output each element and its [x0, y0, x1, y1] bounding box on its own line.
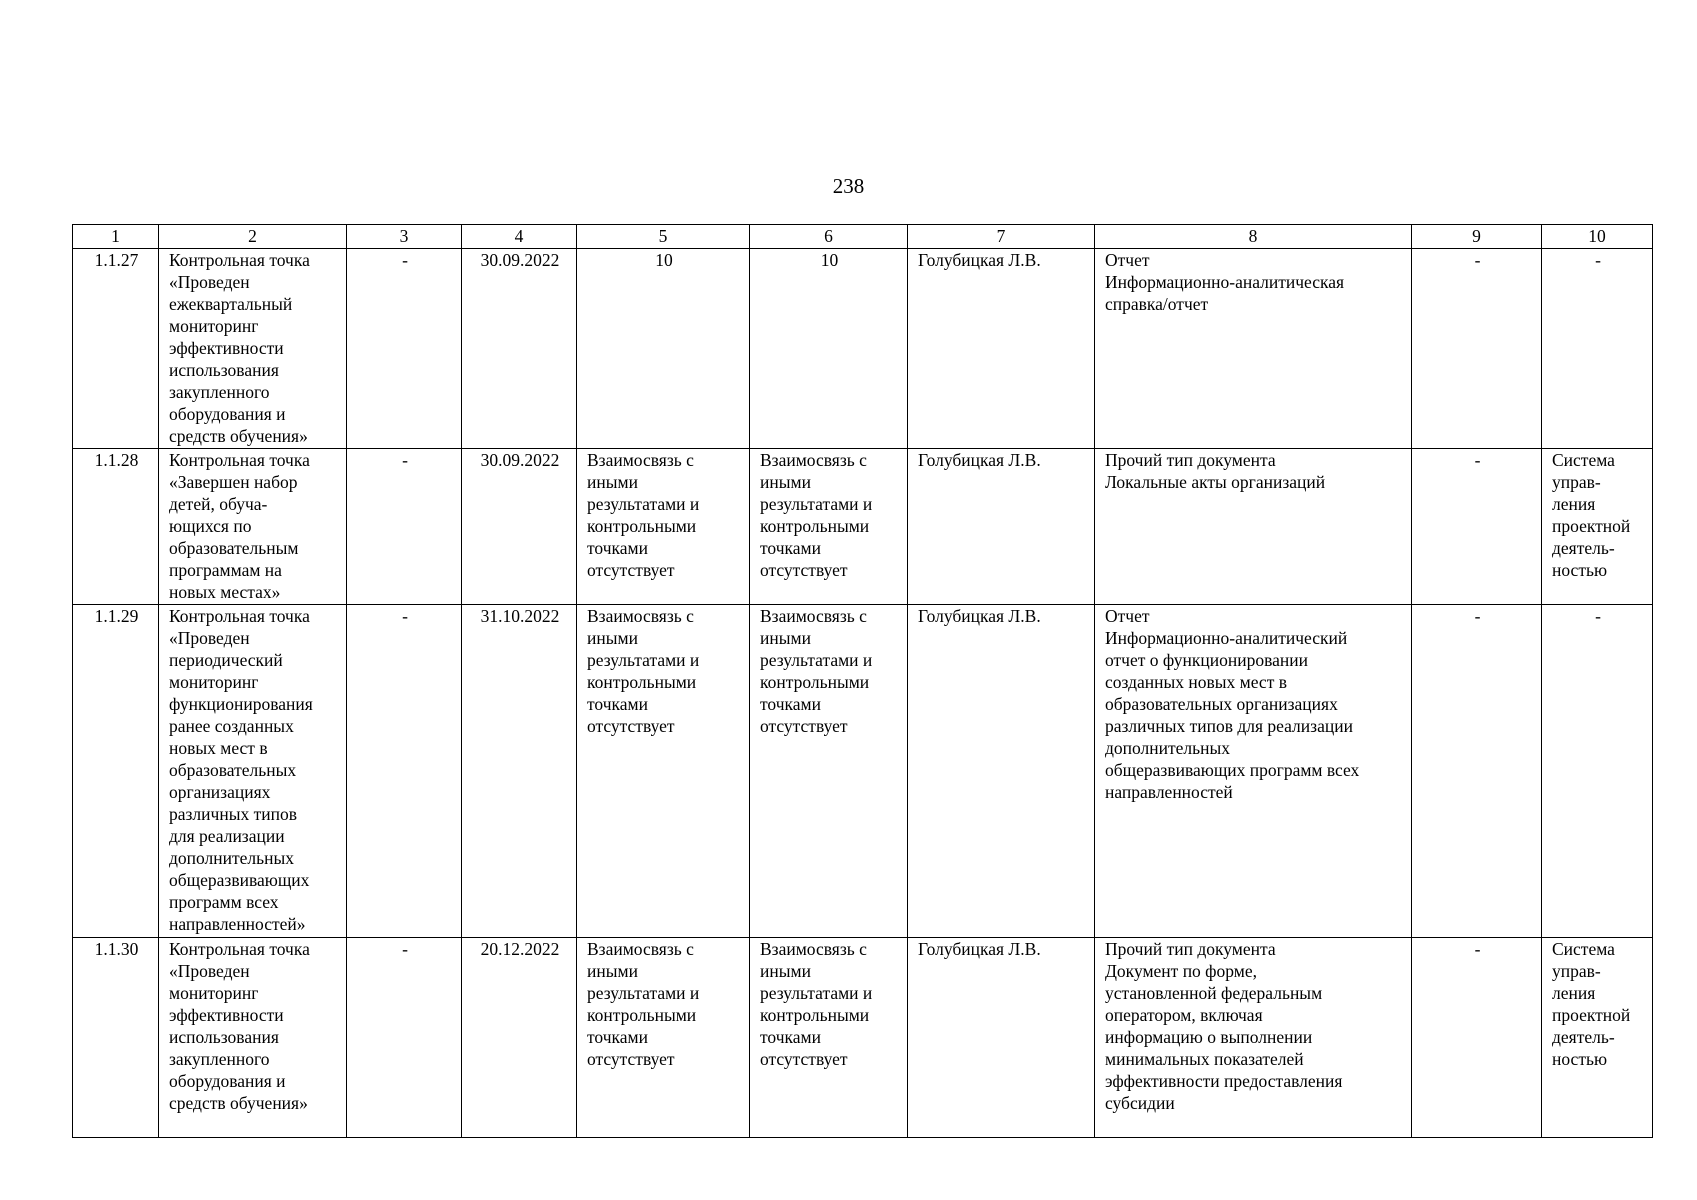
responsible-cell: Голубицкая Л.В.	[908, 605, 1095, 938]
control-point-name: Контрольная точка «Проведен периодический мониторинг функционирования ранее созданных новых мест в образовательных организациях различных типов для реализации дополнительных общеразвивающих программ всех направленностей»	[159, 605, 347, 938]
control-point-name: Контрольная точка «Завершен набор детей, обуча- ющихся по образовательным программам на новых местах»	[159, 449, 347, 605]
column-header: 7	[908, 225, 1095, 249]
column-5-cell: Взаимосвязь с иными результатами и контрольными точками отсутствует	[577, 449, 750, 605]
column-3-cell: -	[347, 938, 462, 1138]
date-cell: 20.12.2022	[462, 938, 577, 1138]
document-cell: Прочий тип документа Локальные акты организаций	[1095, 449, 1412, 605]
column-header: 3	[347, 225, 462, 249]
table-row	[73, 449, 1653, 605]
responsible-cell: Голубицкая Л.В.	[908, 938, 1095, 1138]
document-cell: Отчет Информационно-аналитический отчет о функционировании созданных новых мест в образовательных организациях различных типов для реализации дополнительных общеразвивающих программ всех направленностей	[1095, 605, 1412, 938]
column-5-cell: 10	[577, 249, 750, 449]
document-cell: Прочий тип документа Документ по форме, установленной федеральным оператором, включая информацию о выполнении минимальных показателей эффективности предоставления субсидии	[1095, 938, 1412, 1138]
date-cell: 31.10.2022	[462, 605, 577, 938]
column-header: 9	[1412, 225, 1542, 249]
column-header: 2	[159, 225, 347, 249]
table-row	[73, 605, 1653, 938]
control-point-name: Контрольная точка «Проведен ежеквартальный мониторинг эффективности использования закупленного оборудования и средств обучения»	[159, 249, 347, 449]
column-10-cell: -	[1542, 249, 1653, 449]
column-6-cell: Взаимосвязь с иными результатами и контрольными точками отсутствует	[750, 938, 908, 1138]
responsible-cell: Голубицкая Л.В.	[908, 249, 1095, 449]
responsible-cell: Голубицкая Л.В.	[908, 449, 1095, 605]
column-5-cell: Взаимосвязь с иными результатами и контрольными точками отсутствует	[577, 938, 750, 1138]
column-3-cell: -	[347, 449, 462, 605]
date-cell: 30.09.2022	[462, 449, 577, 605]
column-header: 4	[462, 225, 577, 249]
row-id: 1.1.30	[73, 938, 159, 1138]
column-header: 5	[577, 225, 750, 249]
date-cell: 30.09.2022	[462, 249, 577, 449]
column-6-cell: 10	[750, 249, 908, 449]
column-9-cell: -	[1412, 449, 1542, 605]
column-10-cell: -	[1542, 605, 1653, 938]
column-9-cell: -	[1412, 249, 1542, 449]
column-6-cell: Взаимосвязь с иными результатами и контрольными точками отсутствует	[750, 605, 908, 938]
column-9-cell: -	[1412, 605, 1542, 938]
row-id: 1.1.28	[73, 449, 159, 605]
table-row	[73, 938, 1653, 1138]
control-point-name: Контрольная точка «Проведен мониторинг эффективности использования закупленного оборудования и средств обучения»	[159, 938, 347, 1138]
control-points-table	[72, 224, 1653, 1138]
column-10-cell: Система управ- ления проектной деятель- ностью	[1542, 449, 1653, 605]
column-header: 1	[73, 225, 159, 249]
column-5-cell: Взаимосвязь с иными результатами и контрольными точками отсутствует	[577, 605, 750, 938]
column-10-cell: Система управ- ления проектной деятель- ностью	[1542, 938, 1653, 1138]
column-3-cell: -	[347, 249, 462, 449]
column-6-cell: Взаимосвязь с иными результатами и контрольными точками отсутствует	[750, 449, 908, 605]
document-cell: Отчет Информационно-аналитическая справка/отчет	[1095, 249, 1412, 449]
column-header: 6	[750, 225, 908, 249]
row-id: 1.1.29	[73, 605, 159, 938]
column-header: 8	[1095, 225, 1412, 249]
page-number: 238	[832, 174, 865, 198]
column-number-row	[73, 225, 1653, 249]
column-3-cell: -	[347, 605, 462, 938]
column-9-cell: -	[1412, 938, 1542, 1138]
column-header: 10	[1542, 225, 1653, 249]
table-row	[73, 249, 1653, 449]
row-id: 1.1.27	[73, 249, 159, 449]
